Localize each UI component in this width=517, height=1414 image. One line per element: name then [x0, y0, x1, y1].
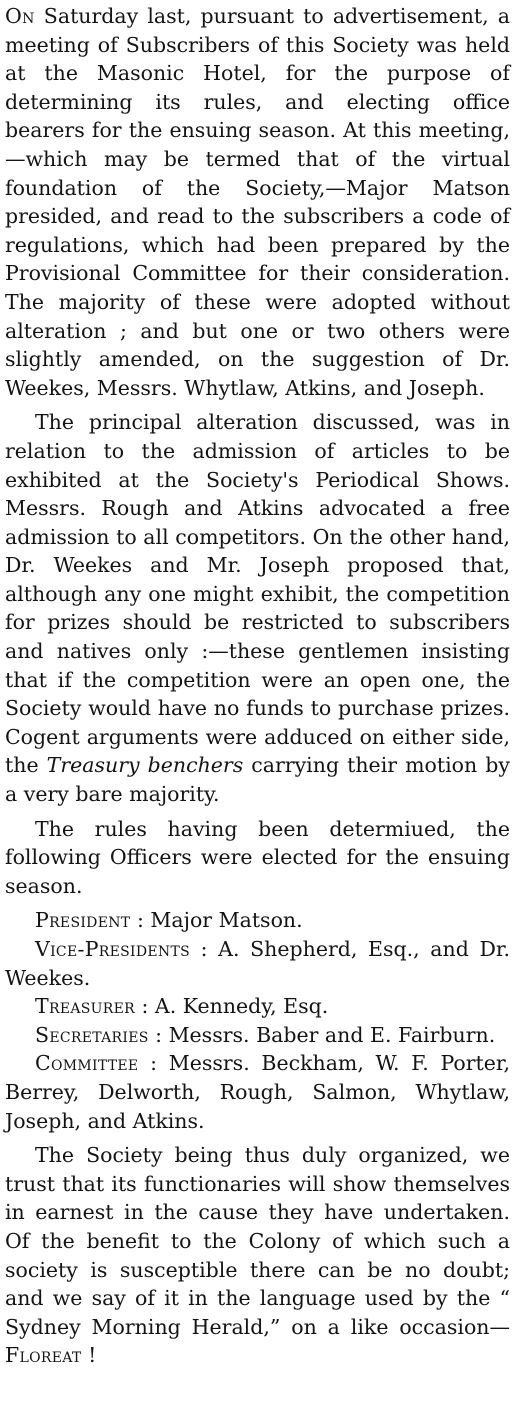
- officer-president: [5, 906, 510, 935]
- officer-vice-presidents: [5, 935, 510, 992]
- paragraph-text-end: carrying their motion by a very bare majority.: [5, 753, 510, 807]
- paragraph-meeting-report: [5, 2, 510, 402]
- officer-separator: :: [130, 908, 151, 933]
- officer-names: A. Kennedy, Esq.: [154, 994, 329, 1019]
- officer-names: Major Matson.: [150, 908, 303, 933]
- officer-separator: :: [138, 1051, 169, 1076]
- officer-separator: :: [190, 937, 219, 961]
- italic-phrase: Treasury benchers: [46, 753, 244, 778]
- officer-title: Vice-Presidents: [35, 937, 190, 961]
- officer-names: Messrs. Beckham, W. F. Porter, Berrey, Delworth, Rough, Salmon, Whytlaw, Joseph, and Atkins.: [5, 1051, 510, 1133]
- officer-separator: :: [148, 1022, 169, 1047]
- closing-word: Floreat: [5, 1343, 82, 1368]
- officer-title: Treasurer: [35, 994, 135, 1019]
- lead-word: On: [5, 4, 35, 28]
- officer-separator: :: [134, 994, 155, 1019]
- closing-punctuation: !: [81, 1343, 97, 1368]
- paragraph-text: The principal alteration discussed, was in relation to the admission of articles to be exhibited at the Society's Periodical Shows. Messrs. Rough and Atkins advocated a free admission to all competitors. On the other hand, Dr. Weekes and Mr. Joseph proposed that, although any one might exhibit, the competition for prizes should be restricted to subscribers and natives only :—these gentlemen insisting that if the competition were an open one, the Society would have no funds to purchase prizes. Cogent arguments were adduced on either side, the: [5, 410, 510, 778]
- paragraph-text: The Society being thus duly organized, we trust that its functionaries will show themselves in earnest in the cause they have undertaken. Of the benefit to the Colony of which such a society is susceptible there can be no doubt; and we say of it in the language used by the “ Sydney Morning Herald,” on a like occasion—: [5, 1143, 510, 1339]
- paragraph-text: Saturday last, pursuant to advertisement, a meeting of Subscribers of this Society was held at the Masonic Hotel, for the purpose of determining its rules, and electing office bearers for the ensuing season. At this meeting,—which may be termed that of the virtual foundation of the Society,—Major Matson presided, and read to the subscribers a code of regulations, which had been prepared by the Provisional Committee for their consideration. The majority of these were adopted without alteration ; and but one or two others were slightly amended, on the suggestion of Dr. Weekes, Messrs. Whytlaw, Atkins, and Joseph.: [5, 4, 510, 400]
- officer-names: A. Shepherd, Esq., and Dr. Weekes.: [5, 937, 510, 990]
- paragraph-text: The rules having been determiued, the following Officers were elected for the ensuing season.: [5, 816, 510, 898]
- officer-names: Messrs. Baber and E. Fairburn.: [168, 1022, 496, 1047]
- paragraph-alteration-discussion: [5, 408, 510, 808]
- officer-title: Committee: [35, 1051, 139, 1076]
- officer-title: Secretaries: [35, 1022, 149, 1047]
- paragraph-rules-determined: [5, 815, 510, 901]
- officer-secretaries: [5, 1021, 510, 1050]
- officers-list: [5, 906, 510, 1135]
- paragraph-closing: [5, 1141, 510, 1370]
- officer-treasurer: [5, 992, 510, 1021]
- officer-committee: [5, 1049, 510, 1135]
- officer-title: President: [35, 908, 131, 933]
